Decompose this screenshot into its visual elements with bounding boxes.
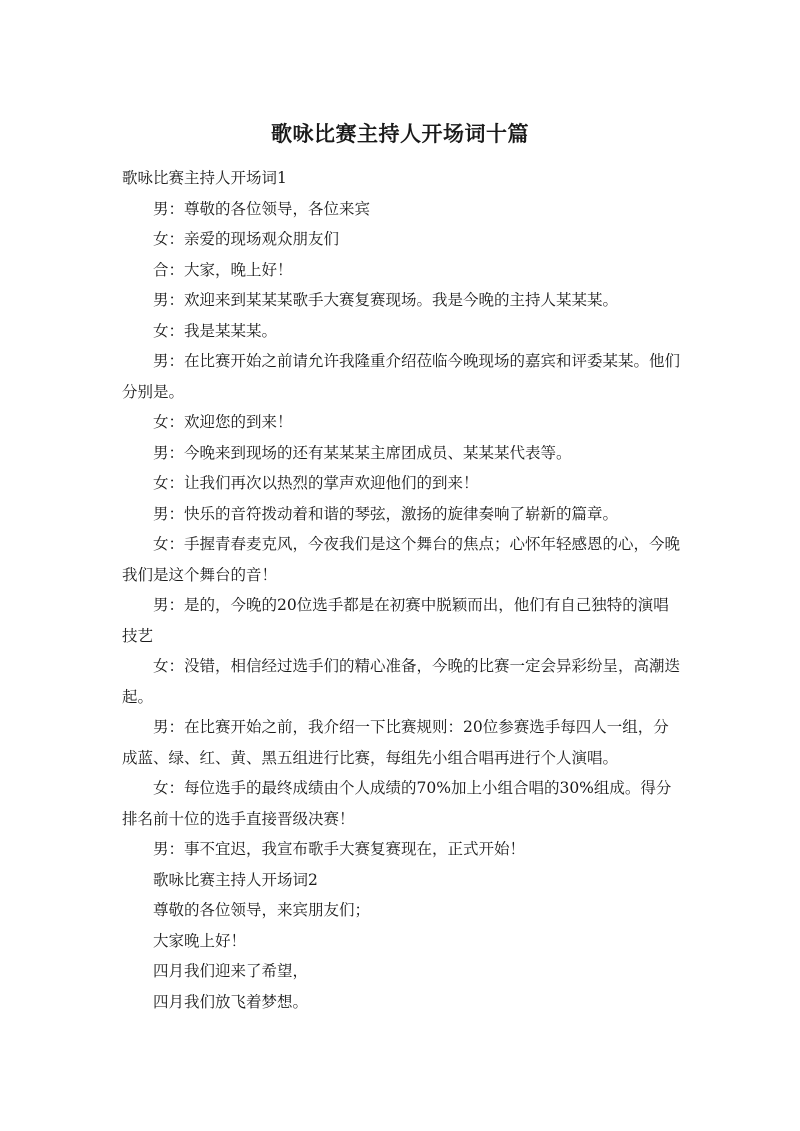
document-paragraph: 歌咏比赛主持人开场词1	[122, 169, 287, 187]
document-paragraph: 女：让我们再次以热烈的掌声欢迎他们的到来！	[153, 474, 479, 492]
document-paragraph: 女：没错，相信经过选手们的精心准备，今晚的比赛一定会异彩纷呈，高潮迭起。	[122, 657, 681, 706]
document-paragraph: 女：手握青春麦克风，今夜我们是这个舞台的焦点；心怀年轻感恩的心，今晚我们是这个舞台的音！	[122, 535, 681, 584]
document-paragraph: 男：在比赛开始之前，我介绍一下比赛规则：20位参赛选手每四人一组，分成蓝、绿、红、黄、黑五组进行比赛，每组先小组合唱再进行个人演唱。	[122, 718, 669, 767]
document-paragraph: 男：事不宜迟，我宣布歌手大赛复赛现在，正式开始！	[153, 840, 526, 858]
document-paragraph: 尊敬的各位领导，来宾朋友们；	[153, 901, 371, 919]
document-paragraph: 女：亲爱的现场观众朋友们	[153, 230, 340, 248]
document-paragraph: 女：每位选手的最终成绩由个人成绩的70%加上小组合唱的30%组成。得分排名前十位的选手直接晋级决赛！	[122, 779, 672, 828]
document-paragraph: 四月我们放飞着梦想。	[153, 992, 309, 1011]
document-paragraph: 男：在比赛开始之前请允许我隆重介绍莅临今晚现场的嘉宾和评委某某。他们分别是。	[122, 352, 681, 401]
document-paragraph: 歌咏比赛主持人开场词2	[153, 870, 318, 889]
document-paragraph: 四月我们迎来了希望，	[153, 962, 309, 980]
document-paragraph: 男：今晚来到现场的还有某某某主席团成员、某某某代表等。	[153, 443, 572, 462]
document-paragraph: 合：大家，晚上好！	[153, 260, 293, 279]
document-paragraph: 男：是的，今晚的20位选手都是在初赛中脱颖而出，他们有自己独特的演唱技艺	[122, 596, 669, 645]
document-paragraph: 女：我是某某某。	[153, 321, 278, 340]
document-paragraph: 男：欢迎来到某某某歌手大赛复赛现场。我是今晚的主持人某某某。	[153, 291, 619, 309]
document-paragraph: 大家晚上好！	[153, 931, 247, 950]
document-paragraph: 女：欢迎您的到来！	[153, 413, 293, 431]
document-title: 歌咏比赛主持人开场词十篇	[271, 122, 529, 146]
document-paragraph: 男：尊敬的各位领导，各位来宾	[153, 199, 371, 218]
document-body	[122, 163, 682, 1017]
document-paragraph: 男：快乐的音符拨动着和谐的琴弦，激扬的旋律奏响了崭新的篇章。	[153, 504, 619, 523]
